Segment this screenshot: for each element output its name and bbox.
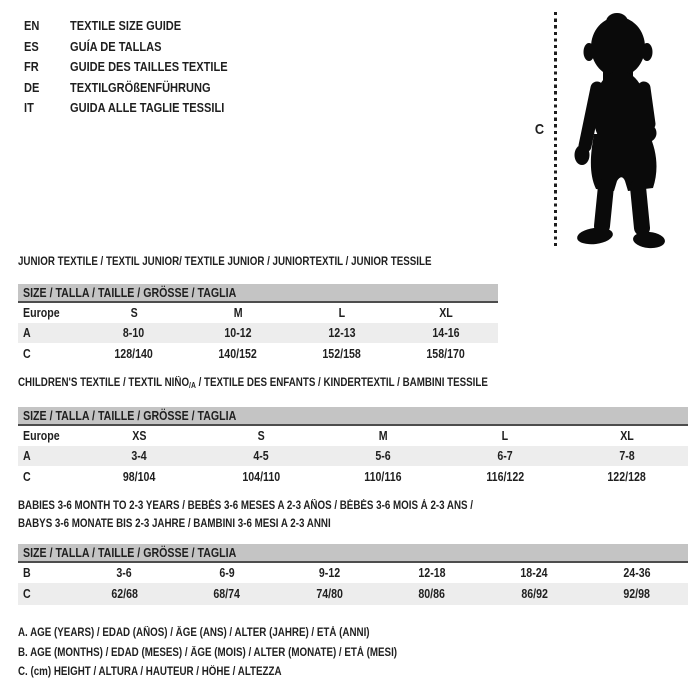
lang-code: FR	[24, 59, 39, 75]
table-cell: XS	[131, 429, 147, 443]
legend-line-a: A. AGE (YEARS) / EDAD (AÑOS) / ÂGE (ANS) / ALTER (JAHRE) / ETÀ (ANNI)	[18, 627, 370, 639]
table-cell: 68/74	[213, 587, 241, 601]
table-cell: 18-24	[520, 566, 548, 580]
table-cell: 80/86	[418, 587, 446, 601]
lang-title: GUIDE DES TAILLES TEXTILE	[70, 59, 228, 75]
table-cell: C	[23, 470, 31, 484]
table-cell: 3-4	[131, 449, 147, 463]
table-cell: 6-7	[497, 449, 513, 463]
table-row	[18, 343, 498, 365]
lang-code: DE	[24, 79, 40, 95]
figure-dimension-label: C	[534, 121, 545, 138]
table-cell: M	[233, 306, 243, 320]
lang-row-de	[24, 78, 255, 99]
toddler-silhouette-icon	[558, 8, 684, 250]
table-cell: 128/140	[114, 347, 154, 361]
legend-line-c: C. (cm) HEIGHT / ALTURA / HAUTEUR / HÖHE / ALTEZZA	[18, 666, 282, 678]
table-cell: 104/110	[242, 470, 280, 484]
size-header-bar: SIZE / TALLA / TAILLE / GRÖSSE / TAGLIA	[18, 544, 688, 563]
table-row	[18, 466, 688, 488]
lang-row-en	[24, 16, 255, 37]
table-cell: 14-16	[432, 326, 460, 340]
table-cell: 8-10	[123, 326, 145, 340]
table-cell: M	[378, 429, 388, 443]
table-cell: 92/98	[623, 587, 651, 601]
babies-size-table	[18, 544, 688, 605]
table-cell: 74/80	[315, 587, 343, 601]
table-row	[18, 446, 688, 466]
lang-row-es	[24, 37, 255, 58]
babies-section-title: BABIES 3-6 MONTH TO 2-3 YEARS / BEBÉS 3-6 MESES A 2-3 AÑOS / BÉBÉS 3-6 MOIS À 2-3 ANS / BABYS 3-6 MONATE BIS 2-3 JAHRE / BAMBINI 3-6 MESI A 2-3 ANNI	[18, 500, 474, 530]
size-header-bar: SIZE / TALLA / TAILLE / GRÖSSE / TAGLIA	[18, 407, 688, 426]
children-size-table	[18, 407, 688, 488]
lang-row-fr	[24, 57, 255, 78]
table-cell: L	[501, 429, 509, 443]
table-cell: L	[338, 306, 346, 320]
measurement-legend	[18, 624, 464, 683]
table-row	[18, 426, 688, 446]
table-row	[18, 303, 498, 323]
table-cell: 158/170	[426, 347, 466, 361]
junior-size-table	[18, 284, 498, 365]
table-cell: XL	[439, 306, 453, 320]
table-cell: 122/128	[607, 470, 647, 484]
table-cell: 98/104	[122, 470, 156, 484]
lang-title: GUÍA DE TALLAS	[70, 38, 162, 54]
table-cell: C	[23, 347, 31, 361]
table-cell: 62/68	[110, 587, 138, 601]
table-cell: XL	[620, 429, 634, 443]
table-cell: 12-13	[328, 326, 356, 340]
table-cell: S	[257, 429, 265, 443]
table-cell: 86/92	[520, 587, 548, 601]
table-cell: S	[130, 306, 138, 320]
height-dimension-line	[554, 12, 557, 246]
junior-section-title: JUNIOR TEXTILE / TEXTIL JUNIOR/ TEXTILE JUNIOR / JUNIORTEXTIL / JUNIOR TESSILE	[18, 256, 432, 268]
lang-title: TEXTILGRÖßENFÜHRUNG	[70, 79, 211, 95]
table-cell: 6-9	[219, 566, 235, 580]
lang-title: TEXTILE SIZE GUIDE	[70, 18, 182, 33]
table-cell: 10-12	[224, 326, 252, 340]
legend-line-b: B. AGE (MONTHS) / EDAD (MESES) / ÂGE (MOIS) / ALTER (MONATE) / ETÀ (MESI)	[18, 646, 398, 659]
lang-code: EN	[24, 18, 40, 33]
table-cell: 12-18	[418, 566, 446, 580]
table-cell: 4-5	[253, 449, 269, 463]
lang-code: ES	[24, 38, 39, 54]
table-cell: 9-12	[318, 566, 340, 580]
language-title-list	[24, 16, 255, 119]
table-cell: 110/116	[364, 470, 402, 484]
table-row	[18, 583, 688, 605]
table-cell: 5-6	[375, 449, 391, 463]
table-cell: 152/158	[322, 347, 362, 361]
table-cell: A	[23, 449, 31, 463]
table-cell: C	[23, 587, 31, 601]
table-cell: A	[23, 326, 31, 340]
table-cell: 116/122	[486, 470, 524, 484]
table-row	[18, 563, 688, 583]
subscript-a: /A	[189, 381, 196, 390]
table-cell: 24-36	[623, 566, 651, 580]
lang-code: IT	[24, 100, 34, 116]
children-section-title: CHILDREN'S TEXTILE / TEXTIL NIÑO/A / TEXTILE DES ENFANTS / KINDERTEXTIL / BAMBINI TESSILE	[18, 377, 488, 390]
lang-title: GUIDA ALLE TAGLIE TESSILI	[70, 100, 225, 116]
table-cell: 3-6	[116, 566, 132, 580]
table-cell: Europe	[23, 429, 60, 443]
lang-row-it	[24, 98, 255, 119]
table-cell: Europe	[23, 306, 60, 320]
table-cell: 7-8	[619, 449, 635, 463]
table-row	[18, 323, 498, 343]
table-cell: 140/152	[218, 347, 258, 361]
size-header-bar: SIZE / TALLA / TAILLE / GRÖSSE / TAGLIA	[18, 284, 498, 303]
table-cell: B	[23, 566, 31, 580]
